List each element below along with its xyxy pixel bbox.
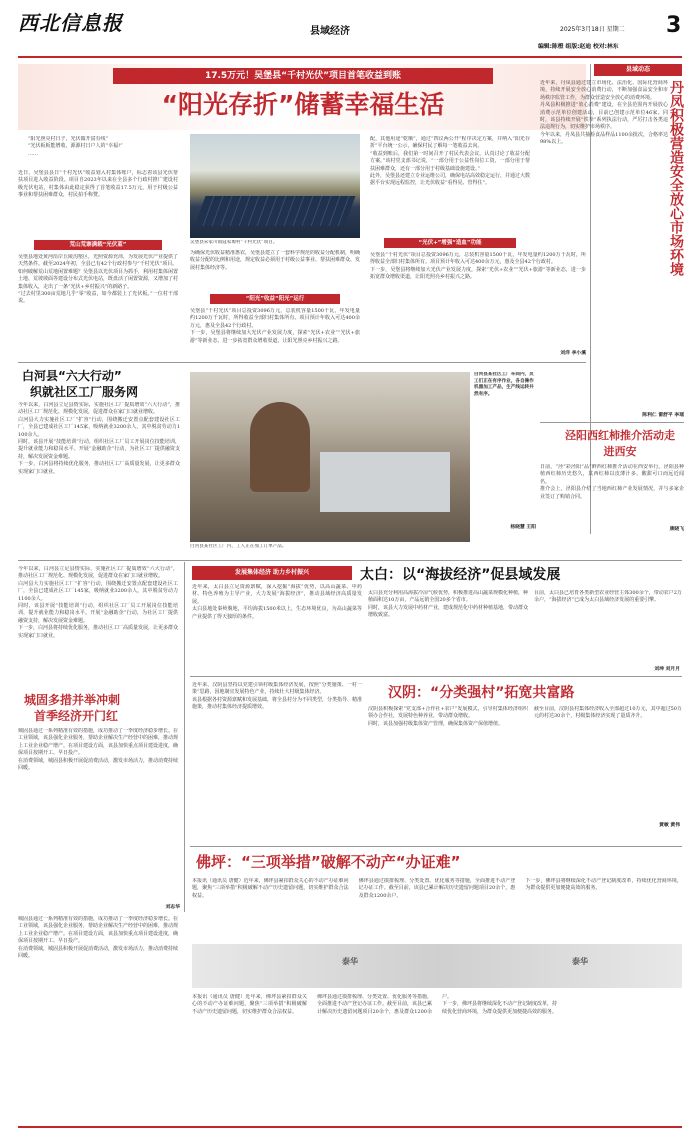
sidebar-byline1: 陈利仁 雷舒平 李瑶 — [642, 413, 684, 418]
foping-text: 本报讯（通讯员 唐健）近年来，佛坪县紧扣群众关心的不动产办证难问题，聚焦“三项举措”积极破解不动产历史遗留问题，切实维护群众合法权益。 佛坪县通过摸排梳理、分类处置、优化服务等措施，全面推进不动产登记办证工作。截至目前，该县已累计解决历史遗留问题项目20余个，惠及群众1200余户。 下一步，佛坪县将继续深化不动产登记制度改革，持续优化营商环境，为群众提供更加便捷高效的服务。 — [192, 878, 682, 899]
sidebar-header — [594, 64, 682, 76]
lead-banner — [18, 64, 586, 130]
hanyin-text-right: 截至目前，汉阴县村集体经济收入全部超过10万元，其中超过50万元的村达30余个，村级集体经济实现了量质齐升。 — [534, 706, 682, 720]
lead-kicker: 17.5万元！吴堡县“千村光伏”项目首笔收益到账 — [204, 71, 402, 81]
lead-col1: 近日，吴堡县县日“千村光伏”收益划入村集体账户，标志着该县光伏帮扶项目进入收益阶段。项目自2023年以来在全县多个行政村推广建设村级光伏电站，村集体由此稳定获得了首笔收益17.5万元，用于村级公益事业和帮扶困难群众，村民拍手称赞。 — [18, 170, 178, 199]
taibai-text-right: 目前，太白县已培育各类新型农业经营主体300余个，带动农户2万余户，“海拔经济”已成为太白县域经济发展的重要引擎。 — [534, 590, 682, 604]
factory-machine-shape — [320, 452, 450, 512]
solar-panels-shape — [195, 196, 356, 226]
editors-line: 编辑:陈橙 组版:赵迪 校对:林东 — [538, 44, 619, 50]
sidebar-text1: 近年来，丹凤县通过建立市场化、法治化、国际化营商环境，持续开展安全放心消费行动，不断加强食品安全和市场秩序监管工作，为群众营造安全放心的消费环境。 丹凤县积极推进“放心消费”建设，在全县范围内开展放心消费示范单位创建活动，目前已创建示范单位46家。同时，该县持续开展“铁拳”系列执法行动，严厉打击各类违法违规行为，切实维护市场秩序。 今年以来，丹凤县共抽检食品样品1100余批次，合格率达98%以上。 — [540, 80, 668, 146]
baihe-bottom-rule — [18, 560, 682, 561]
lead-quote: “阳光照亮村日子，光伏做开富有线” “光伏板板能增收，源源村日户人的“幸福!” …… — [28, 136, 123, 157]
chenggu-title1: 城固多措并举冲刺 — [24, 693, 121, 707]
lead-col2: 配，其他用途“乾顺”，通过“四议两公开”程序决定方案，并纳入“阳光存折”平台统一公示，确保村民了解每一笔收益去向。 “收益到账后，我们第一时间召开了村民代表会议，认真讨论了收益分配方案。”该村党支部书记说，“一部分用于公益性岗位工资，一部分用于帮扶困难群众，还有一部分用于村级基础设施建设。” 此外，吴堡县还建立专业运维公司，确保电站高效稳定运行，并通过大数据平台实现远程监控，让光伏收益“看得见、管得住”。 — [370, 136, 530, 187]
chenggu-pre-text: 今年以来，白河县立足县情实际，实施社区工厂提质增效“六大行动”，推动社区工厂规范化、规模化发展，促进群众在家门口就业增收。 白河县大力实施社区工厂“扩容”行动，围绕搬迁安置点配套建设社区工厂，全县已建成社区工厂145家，吸纳就业3200余人，其中脱贫劳动力1100余人。 同时，该县开展“技能培训”行动，组织社区工厂员工开展岗位技能培训，提升就业能力和稳岗水平。开展“金融助企”行动，为社区工厂提供融资支持，解决发展资金难题。 下一步，白河县将持续优化服务，推动社区工厂高质量发展，让更多群众实现家门口就业。 — [18, 566, 178, 639]
taibai-text-mid: 太白县充分利用高海拔冷凉气候优势，积极推进高山蔬菜规模化种植，种植面积达10万亩，产品远销全国20多个省市。 同时，该县大力发展中药材产业，建成规范化中药材种植基地，带动群众增收致富。 — [368, 590, 528, 619]
taibai-headline: 太白：以“海拔经济”促县域发展 — [360, 567, 561, 583]
chenggu-divider — [184, 562, 185, 912]
lead-bottom-rule — [18, 362, 586, 363]
baihe-byline: 杨晓慧 王阳 — [510, 525, 536, 530]
masthead-rule — [18, 56, 682, 58]
lead-center-text: 为确保光伏收益精准惠农，吴堡县建立了一套科学规范的收益分配机制，明确收益分配的比例和用途，规定收益必须用于村级公益事业、帮扶困难群众、发展村集体经济等。 — [190, 250, 360, 271]
taibai-byline: 刘坤 刘月月 — [654, 667, 680, 672]
ad-left-brand: 泰华 — [342, 957, 358, 966]
chenggu-title2: 首季经济开门红 — [34, 709, 119, 723]
hanyin-text-mid: 汉阴县积极探索“党支部+合作社+农户”发展模式，引导村集体经济组织领办合作社，发展特色种养业，带动群众增收。 同时，该县加强村级集体资产管理，确保集体资产保值增值。 — [368, 706, 528, 727]
lead-sub2: “光伏+”增强“造血”功能 — [384, 238, 516, 248]
section-title: 县域经济 — [310, 26, 350, 37]
factory-photo-caption: 白河县某社区工厂内，工人正在加工订单产品。 — [190, 544, 287, 549]
hanyin-bottom-rule — [190, 846, 682, 847]
foping-text-cont: 本报讯（通讯员 唐健）近年来，佛坪县紧扣群众关心的不动产办证难问题，聚焦“三项举措”积极破解不动产历史遗留问题，切实维护群众合法权益。 佛坪县通过摸排梳理、分类处置、优化服务等措施，全面推进不动产登记办证工作。截至目前，该县已累计解决历史遗留问题项目20余个，惠及群众1200余户。 下一步，佛坪县将继续深化不动产登记制度改革，持续优化营商环境，为群众提供更加便捷高效的服务。 — [192, 994, 558, 1015]
factory-photo — [190, 372, 470, 542]
lead-byline: 刘洋 李小溪 — [560, 351, 586, 356]
factory-side-caption: 白河县某社区工厂车间内，员工们正在有序作业，各自操作机器加工产品，生产线运转井然有序。 — [474, 372, 534, 397]
masthead — [0, 0, 700, 58]
lead-col2b: 吴堡县“千村光伏”项目总投资3096万元，总装机容量1500千瓦，年发电量约1200万千瓦时，所得收益全部归村集体所有。项目预计年收入可达400余万元，惠及全县42个行政村。 下一步，吴堡县将继续加大光伏产业发展力度，探索“光伏+农业”“光伏+旅游”等新业态，进一步拓宽群众增收渠道，让阳光照亮乡村振兴之路。 — [370, 252, 586, 281]
solar-photo — [190, 134, 360, 238]
sidebar-rule — [540, 422, 684, 423]
chenggu-text-cont: 城固县通过一系列精准有效的措施，成功推动了一季度经济稳步增长。在工业领域，该县强化企业服务，帮助企业解决生产经营中的困难，推动规上工业企业稳产增产。在项目建设方面，该县加快重点项目建设进度，确保项目按期开工、早日投产。 在消费领域，城固县积极开展促消费活动，激发市场活力，推动消费持续回暖。 — [18, 916, 178, 960]
hanyin-byline: 黄敏 黄伟 — [659, 823, 680, 828]
lead-headline: “阳光存折”储蓄幸福生活 — [161, 90, 445, 119]
page-number: 3 — [666, 13, 682, 38]
weekday-text: 星期二 — [606, 26, 625, 33]
lead-sub-center: “阳光”收益“阳光”运行 — [210, 294, 340, 304]
chenggu-byline: 刘志华 — [165, 905, 180, 910]
page-bottom-rule — [18, 1126, 682, 1128]
sidebar-text2: 日前，“泾”彩泾阳“品”鲜西红柿推介活动在西安举行。泾阳县种植西红柿历史悠久，其西红柿以皮薄汁多、酸甜可口而远近闻名。 推介会上，泾阳县介绍了当地西红柿产业发展情况，并与多家企业签订了购销合同。 — [540, 464, 684, 500]
ad-right-brand: 泰华 — [572, 957, 588, 966]
baihe-title2: 织就社区工厂服务网 — [30, 385, 139, 399]
sidebar-header-label: 县域动态 — [625, 66, 650, 73]
factory-worker-shape — [250, 402, 310, 492]
taibai-section-bar: 发展集体经济 助力乡村振兴 — [192, 566, 352, 580]
sidebar-title2: 泾阳西红柿推介活动走进西安 — [565, 429, 675, 458]
taibai-bottom-rule — [190, 676, 682, 677]
sidebar-title1: 丹凤积极营造安全放心市场环境 — [668, 80, 684, 276]
lead-center-text2: 吴堡县“千村光伏”项目总投资3096万元，总装机容量1500千瓦，年发电量约1200万千瓦时，所得收益全部归村集体所有。项目预计年收入可达400余万元，惠及全县42个行政村。 下一步，吴堡县将继续加大光伏产业发展力度，探索“光伏+农业”“光伏+旅游”等新业态，进一步拓宽群众增收渠道，让阳光照亮乡村振兴之路。 — [190, 308, 360, 344]
solar-photo-caption: 吴堡县宋家川镇寇家塬村“千村光伏”项目。 — [190, 240, 278, 245]
foping-headline: 佛坪：“三项举措”破解不动产“办证难” — [196, 853, 461, 871]
date-text: 2025年3月18日 — [560, 26, 605, 33]
hanyin-text-left: 近年来，汉阴县坚持以党建引领村级集体经济发展，按照“分类施策、一村一策”思路，因地制宜发展特色产业，持续壮大村级集体经济。 该县根据各村资源禀赋和发展基础，将全县村分为不同类型，分类指导、精准施策，推动村集体经济提质增效。 — [192, 682, 362, 711]
lead-sub1: 荒山荒寨满载“光伏蓝” — [34, 240, 162, 250]
issue-date — [560, 26, 625, 33]
hanyin-headline: 汉阴：“分类强村”拓宽共富路 — [388, 685, 575, 701]
chenggu-text: 城固县通过一系列精准有效的措施，成功推动了一季度经济稳步增长。在工业领域，该县强化企业服务，帮助企业解决生产经营中的困难，推动规上工业企业稳产增产。在项目建设方面，该县加快重点项目建设进度，确保项目按期开工、早日投产。 在消费领域，城固县积极开展促消费活动，激发市场活力，推动消费持续回暖。 — [18, 728, 178, 772]
baihe-text: 今年以来，白河县立足县情实际，实施社区工厂提质增效“六大行动”，推动社区工厂规范化、规模化发展，促进群众在家门口就业增收。 白河县大力实施社区工厂“扩容”行动，围绕搬迁安置点配套建设社区工厂，全县已建成社区工厂145家，吸纳就业3200余人，其中脱贫劳动力1100余人。 同时，该县开展“技能培训”行动，组织社区工厂员工开展岗位技能培训，提升就业能力和稳岗水平。开展“金融助企”行动，为社区工厂提供融资支持，解决发展资金难题。 下一步，白河县将持续优化服务，推动社区工厂高质量发展，让更多群众实现家门口就业。 — [18, 402, 180, 475]
taibai-text-left: 近年来，太白县立足资源禀赋，深入挖掘“海拔”优势，以高山蔬菜、中药材、特色养殖为主导产业，大力发展“海拔经济”，推动县域经济高质量发展。 太白县地处秦岭腹地，平均海拔1500米以上，生态环境优良，为高山蔬菜等产业提供了得天独厚的条件。 — [192, 584, 362, 620]
baihe-title1: 白河县“六大行动” — [22, 369, 122, 383]
ad-block — [192, 944, 682, 988]
lead-col1b: 吴堡县地处黄河沿岸丘陵沟壑区，光照资源充沛，为发展光伏产业提供了天然条件。截至2024年初，全县已有42个行政村参与“千村光伏”项目。 如何破解荒山荒地闲置难题？吴堡县以光伏项目为抓手，利用村集体闲置土地、荒坡坡面等建设分布式光伏电站，既盘活了闲置资源，又增加了村集体收入，走出了一条“光伏+乡村振兴”的新路子。 “过去村里300亩荒地几乎“零”收益，如今都装上了光伏板。”一位村干部说。 — [18, 254, 178, 305]
sidebar-byline2: 康晓飞 — [669, 527, 684, 532]
newspaper-logo: 西北信息报 — [18, 11, 123, 35]
